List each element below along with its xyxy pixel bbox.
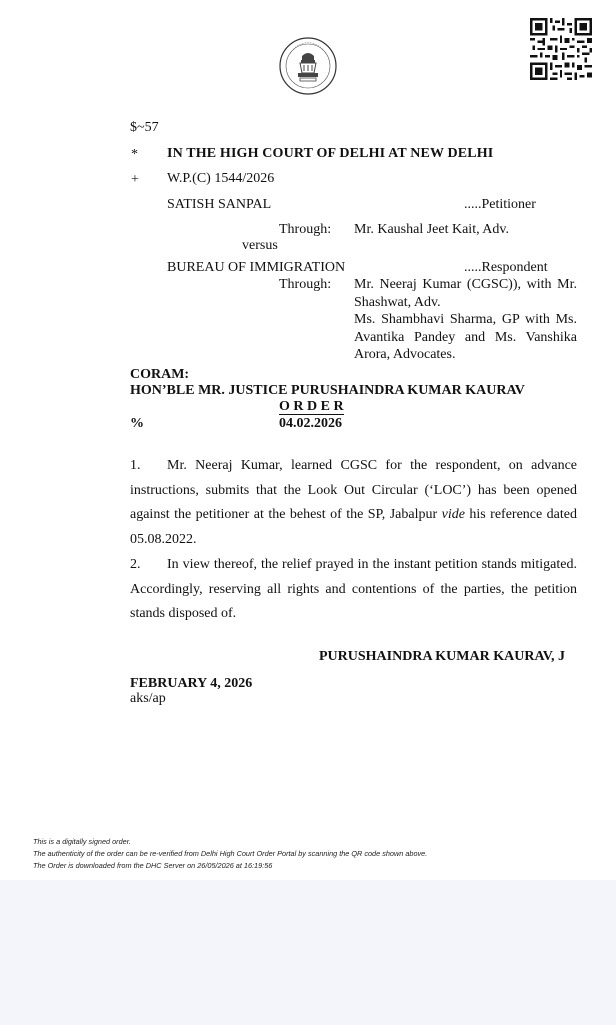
signing-judge: PURUSHAINDRA KUMAR KAURAV, J <box>319 649 566 664</box>
paragraph-text: In view thereof, the relief prayed in the instant petition stands mitigated. Accordingly, reserving all rights and contentions of the parties, the petition stands disposed of. <box>130 557 577 621</box>
coram-label: CORAM: <box>130 367 190 382</box>
signature-date: FEBRUARY 4, 2026 <box>130 676 253 691</box>
initials: aks/ap <box>130 691 166 706</box>
respondent-role: .....Respondent <box>464 260 548 275</box>
footer-line: The authenticity of the order can be re-verified from Delhi High Court Order Portal by scanning the QR code shown above. <box>33 849 428 858</box>
percent-mark: % <box>130 416 144 431</box>
court-name: IN THE HIGH COURT OF DELHI AT NEW DELHI <box>167 146 494 161</box>
respondent-name: BUREAU OF IMMIGRATION <box>167 260 346 275</box>
star-mark: * <box>131 147 138 162</box>
qr-code-icon[interactable] <box>530 18 592 80</box>
order-date: 04.02.2026 <box>279 416 342 431</box>
court-emblem-icon <box>278 36 338 96</box>
respondent-counsel-line: Shashwat, Adv. <box>354 294 441 310</box>
respondent-counsel-line: Arora, Advocates. <box>354 347 456 362</box>
petitioner-name: SATISH SANPAL <box>167 197 272 212</box>
petitioner-counsel: Mr. Kaushal Jeet Kait, Adv. <box>354 222 510 237</box>
through-label: Through: <box>279 222 332 237</box>
respondent-counsel-line: Avantika Pandey and Ms. Vanshika <box>354 329 577 345</box>
respondent-counsel-line: Ms. Shambhavi Sharma, GP with Ms. <box>354 312 577 327</box>
case-code: $~57 <box>130 120 159 135</box>
order-heading: O R D E R <box>279 399 344 414</box>
respondent-counsel <box>354 276 577 364</box>
paragraph-number: 2. <box>130 557 141 572</box>
petitioner-role: .....Petitioner <box>464 197 536 212</box>
plus-mark: + <box>131 172 139 187</box>
versus-label: versus <box>242 238 278 253</box>
case-number: W.P.(C) 1544/2026 <box>167 171 275 186</box>
coram-judge: HON’BLE MR. JUSTICE PURUSHAINDRA KUMAR KAURAV <box>130 383 525 398</box>
through-label: Through: <box>279 277 332 292</box>
paragraph-text: his reference dated 05.08.2022. <box>130 507 578 547</box>
paragraph-number: 1. <box>130 458 141 473</box>
order-paragraph-2 <box>130 553 577 627</box>
respondent-counsel-line: Mr. Neeraj Kumar (CGSC)), with Mr. <box>354 277 577 292</box>
order-paragraph-1 <box>130 454 577 552</box>
footer-line: This is a digitally signed order. <box>33 837 131 846</box>
footer-line: The Order is downloaded from the DHC Server on 26/05/2026 at 16:19:56 <box>33 861 273 870</box>
paragraph-text-italic: vide <box>441 507 465 522</box>
paragraph-text: Mr. Neeraj Kumar, learned CGSC for the respondent, on advance instructions, submits that the Look Out Circular (‘LOC’) has been opened against the petitioner at the behest of the SP, Jabalpur <box>130 458 577 522</box>
